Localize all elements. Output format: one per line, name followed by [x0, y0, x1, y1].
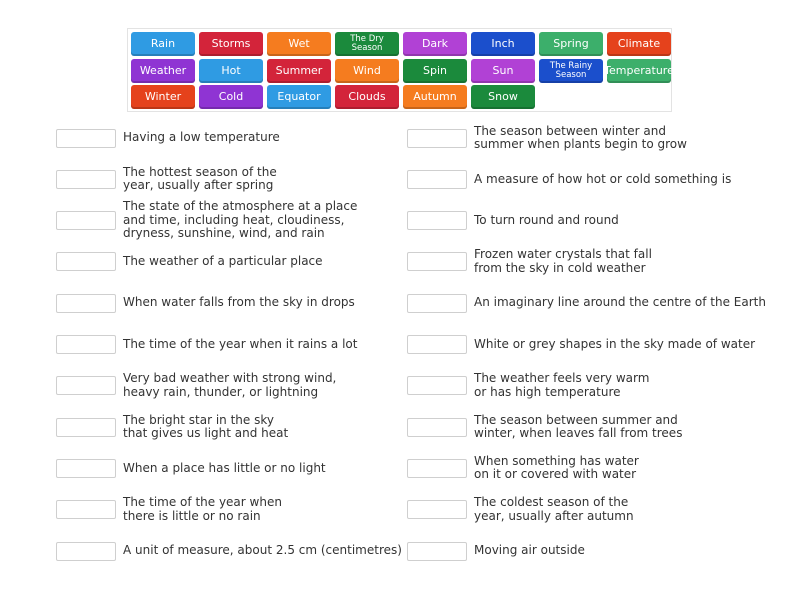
- definition-row: [407, 521, 585, 581]
- definition-text: The coldest season of the year, usually after autumn: [474, 495, 634, 523]
- word-tile-autumn[interactable]: Autumn: [403, 85, 467, 109]
- answer-drop-box[interactable]: [56, 542, 116, 561]
- definition-text: When water falls from the sky in drops: [123, 295, 355, 310]
- word-tile-rain[interactable]: Rain: [131, 32, 195, 56]
- definition-text: Having a low temperature: [123, 130, 280, 145]
- word-bank: [127, 28, 672, 112]
- definition-text: The time of the year when it rains a lot: [123, 336, 358, 351]
- word-tile-storms[interactable]: Storms: [199, 32, 263, 56]
- word-tile-weather[interactable]: Weather: [131, 59, 195, 83]
- word-tile-climate[interactable]: Climate: [607, 32, 671, 56]
- definition-text: White or grey shapes in the sky made of water: [474, 336, 756, 351]
- word-tile-inch[interactable]: Inch: [471, 32, 535, 56]
- definition-text: The state of the atmosphere at a place and time, including heat, cloudiness, dryness, sunshine, wind, and rain: [123, 199, 358, 241]
- definition-text: Frozen water crystals that fall from the sky in cold weather: [474, 247, 652, 275]
- word-tile-the-dry-season[interactable]: The Dry Season: [335, 32, 399, 56]
- answer-drop-box[interactable]: [407, 376, 467, 395]
- definition-text: A measure of how hot or cold something is: [474, 171, 732, 186]
- definition-text: The weather of a particular place: [123, 254, 323, 269]
- answer-drop-box[interactable]: [56, 211, 116, 230]
- definition-text: The season between summer and winter, when leaves fall from trees: [474, 412, 683, 441]
- definition-text: Very bad weather with strong wind, heavy rain, thunder, or lightning: [123, 371, 337, 399]
- answer-drop-box[interactable]: [407, 418, 467, 437]
- definition-text: An imaginary line around the centre of the Earth: [474, 295, 766, 310]
- word-tile-spring[interactable]: Spring: [539, 32, 603, 56]
- answer-drop-box[interactable]: [407, 294, 467, 313]
- definition-text: A unit of measure, about 2.5 cm (centimetres): [123, 543, 402, 558]
- word-tile-temperature[interactable]: Temperature: [607, 59, 671, 83]
- answer-drop-box[interactable]: [407, 459, 467, 478]
- answer-drop-box[interactable]: [407, 252, 467, 271]
- word-tile-wind[interactable]: Wind: [335, 59, 399, 83]
- definition-row: [56, 521, 402, 581]
- word-tile-wet[interactable]: Wet: [267, 32, 331, 56]
- answer-drop-box[interactable]: [407, 211, 467, 230]
- definition-text: The time of the year when there is little or no rain: [123, 495, 282, 523]
- word-tile-cold[interactable]: Cold: [199, 85, 263, 109]
- word-tile-hot[interactable]: Hot: [199, 59, 263, 83]
- definition-text: The season between winter and summer when plants begin to grow: [474, 123, 687, 151]
- answer-drop-box[interactable]: [56, 129, 116, 148]
- word-tile-summer[interactable]: Summer: [267, 59, 331, 83]
- answer-drop-box[interactable]: [56, 418, 116, 437]
- answer-drop-box[interactable]: [407, 129, 467, 148]
- word-tile-equator[interactable]: Equator: [267, 85, 331, 109]
- answer-drop-box[interactable]: [407, 542, 467, 561]
- word-tile-the-rainy-season[interactable]: The Rainy Season: [539, 59, 603, 83]
- definition-text: To turn round and round: [474, 212, 619, 227]
- answer-drop-box[interactable]: [407, 335, 467, 354]
- answer-drop-box[interactable]: [407, 170, 467, 189]
- answer-drop-box[interactable]: [56, 459, 116, 478]
- answer-drop-box[interactable]: [56, 294, 116, 313]
- answer-drop-box[interactable]: [56, 335, 116, 354]
- answer-drop-box[interactable]: [56, 252, 116, 271]
- answer-drop-box[interactable]: [56, 170, 116, 189]
- answer-drop-box[interactable]: [56, 500, 116, 519]
- definition-text: The weather feels very warm or has high temperature: [474, 371, 650, 399]
- definition-text: When a place has little or no light: [123, 460, 326, 475]
- word-tile-spin[interactable]: Spin: [403, 59, 467, 83]
- answer-drop-box[interactable]: [407, 500, 467, 519]
- answer-drop-box[interactable]: [56, 376, 116, 395]
- word-tile-dark[interactable]: Dark: [403, 32, 467, 56]
- word-tile-clouds[interactable]: Clouds: [335, 85, 399, 109]
- definition-text: The bright star in the sky that gives us light and heat: [123, 412, 289, 441]
- word-tile-sun[interactable]: Sun: [471, 59, 535, 83]
- definition-text: When something has water on it or covered with water: [474, 453, 639, 482]
- definition-text: Moving air outside: [474, 543, 585, 558]
- definition-text: The hottest season of the year, usually after spring: [123, 164, 277, 193]
- word-tile-snow[interactable]: Snow: [471, 85, 535, 109]
- word-tile-winter[interactable]: Winter: [131, 85, 195, 109]
